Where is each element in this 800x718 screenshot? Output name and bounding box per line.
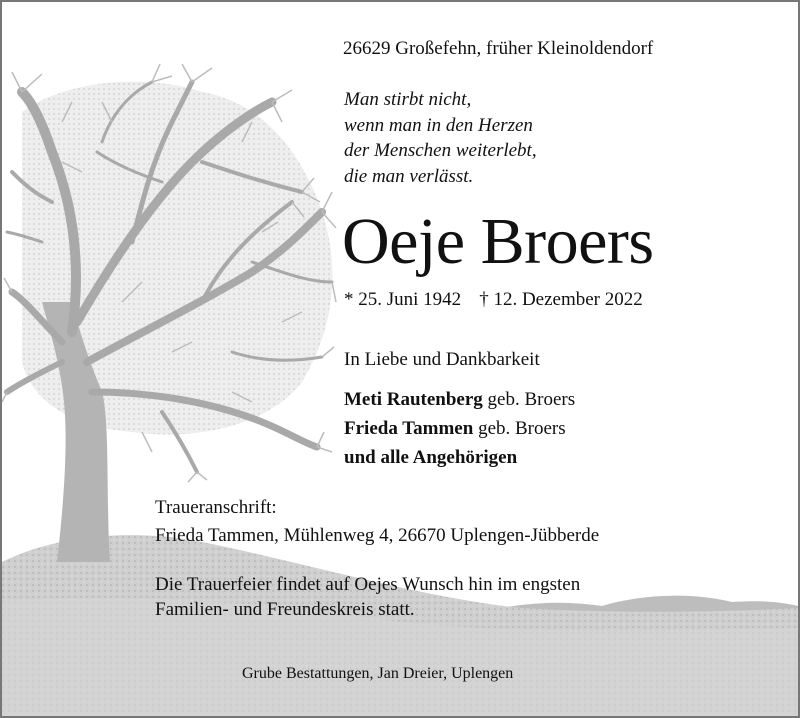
mourning-address	[155, 494, 599, 550]
death-date: † 12. Dezember 2022	[479, 289, 643, 310]
dedication: In Liebe und Dankbarkeit	[344, 349, 540, 370]
location-line: 26629 Großefehn, früher Kleinoldendorf	[343, 38, 654, 59]
funeral-notice-line: Familien- und Freundeskreis statt.	[155, 599, 415, 620]
mourner-entry	[344, 414, 575, 443]
poem-line: der Menschen weiterlebt,	[344, 140, 537, 161]
poem	[344, 87, 537, 189]
mourner-name: und alle Angehörigen	[344, 447, 518, 468]
mourner-maiden-name: geb. Broers	[473, 418, 566, 439]
undertaker-credit: Grube Bestattungen, Jan Dreier, Uplengen	[242, 665, 514, 682]
poem-line: Man stirbt nicht,	[344, 89, 472, 110]
mourner-name: Meti Rautenberg	[344, 389, 483, 410]
poem-line: die man verlässt.	[344, 165, 474, 187]
address-text: Frieda Tammen, Mühlenweg 4, 26670 Uplengen-Jübberde	[155, 525, 600, 546]
mourner-maiden-name: geb. Broers	[482, 389, 576, 410]
mourner-entry	[344, 385, 575, 414]
birth-date: * 25. Juni 1942	[344, 289, 462, 310]
life-dates	[344, 289, 643, 311]
funeral-notice-line: Die Trauerfeier findet auf Oejes Wunsch hin im engsten	[155, 574, 581, 595]
funeral-notice	[155, 572, 580, 622]
mourner-name: Frieda Tammen	[344, 418, 474, 439]
deceased-name: Oeje Broers	[342, 205, 654, 278]
poem-line: wenn man in den Herzen	[344, 114, 533, 136]
mourner-entry	[344, 443, 575, 472]
mourners-list	[344, 385, 575, 472]
address-label: Traueranschrift:	[155, 497, 277, 518]
